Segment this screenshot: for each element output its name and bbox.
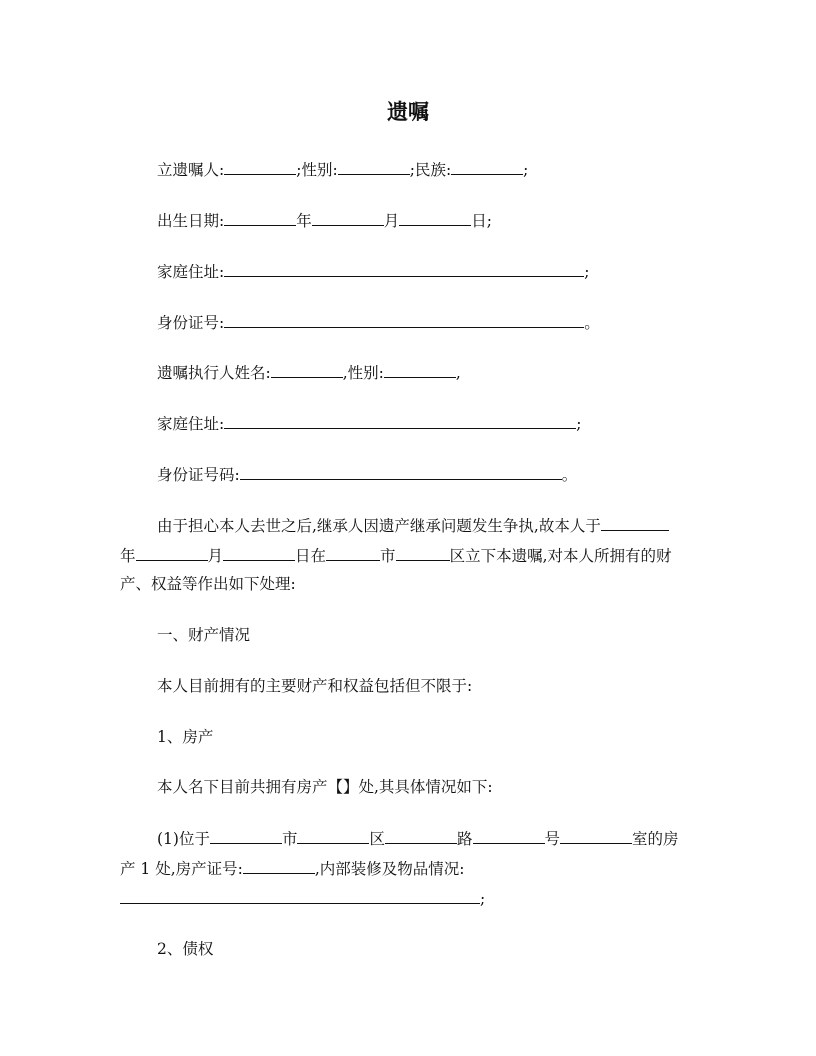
house1-number-blank[interactable] — [473, 827, 545, 844]
item-real-estate: 1、房产 — [157, 728, 214, 746]
birth-year-blank[interactable] — [224, 209, 296, 226]
executor-address-blank[interactable] — [224, 412, 576, 429]
birth-month-blank[interactable] — [312, 209, 384, 226]
executor-name-blank[interactable] — [271, 361, 343, 378]
intro-line-1: 由于担心本人去世之后,继承人因遗产继承问题发生争执,故本人于 — [157, 514, 669, 537]
house1-road-blank[interactable] — [385, 827, 457, 844]
testator-id-line: 身份证号: 。 — [157, 311, 600, 334]
item-claims: 2、债权 — [157, 940, 214, 958]
testator-id-blank[interactable] — [224, 311, 584, 328]
testator-ethnicity-blank[interactable] — [451, 158, 523, 175]
intro-line-2: 年 月 日在 市 区立下本遗嘱,对本人所拥有的财 — [120, 544, 672, 567]
assets-intro: 本人目前拥有的主要财产和权益包括但不限于: — [157, 677, 473, 695]
section-heading-assets: 一、财产情况 — [157, 626, 251, 644]
intro-day-blank[interactable] — [223, 544, 295, 561]
testator-name-blank[interactable] — [224, 158, 296, 175]
executor-line: 遗嘱执行人姓名: ,性别: , — [157, 361, 461, 384]
house1-line-2: 产 1 处,房产证号: ,内部装修及物品情况: — [120, 857, 465, 880]
house1-decoration-blank[interactable] — [120, 887, 480, 904]
testator-line: 立遗嘱人: ;性别: ;民族: ; — [157, 158, 528, 181]
house1-line-3: ; — [120, 887, 485, 910]
executor-address-line: 家庭住址: ; — [157, 412, 581, 435]
intro-city-blank[interactable] — [326, 544, 380, 561]
testator-address-line: 家庭住址: ; — [157, 260, 589, 283]
house1-city-blank[interactable] — [210, 827, 282, 844]
intro-line-3: 产、权益等作出如下处理: — [120, 575, 296, 593]
document-title: 遗嘱 — [387, 99, 429, 124]
intro-district-blank[interactable] — [396, 544, 450, 561]
intro-year-blank[interactable] — [601, 514, 669, 531]
testator-address-blank[interactable] — [224, 260, 584, 277]
birth-date-line: 出生日期: 年 月 日; — [157, 209, 492, 232]
intro-month-blank[interactable] — [136, 544, 208, 561]
testator-gender-blank[interactable] — [338, 158, 410, 175]
house1-room-blank[interactable] — [560, 827, 632, 844]
executor-gender-blank[interactable] — [384, 361, 456, 378]
house-intro: 本人名下目前共拥有房产【】处,其具体情况如下: — [157, 778, 493, 796]
executor-id-blank[interactable] — [240, 463, 562, 480]
house1-cert-blank[interactable] — [243, 857, 315, 874]
house1-line-1: (1)位于 市 区 路 号 室的房 — [157, 827, 679, 850]
house1-district-blank[interactable] — [297, 827, 369, 844]
executor-id-line: 身份证号码: 。 — [157, 463, 577, 486]
birth-day-blank[interactable] — [399, 209, 471, 226]
